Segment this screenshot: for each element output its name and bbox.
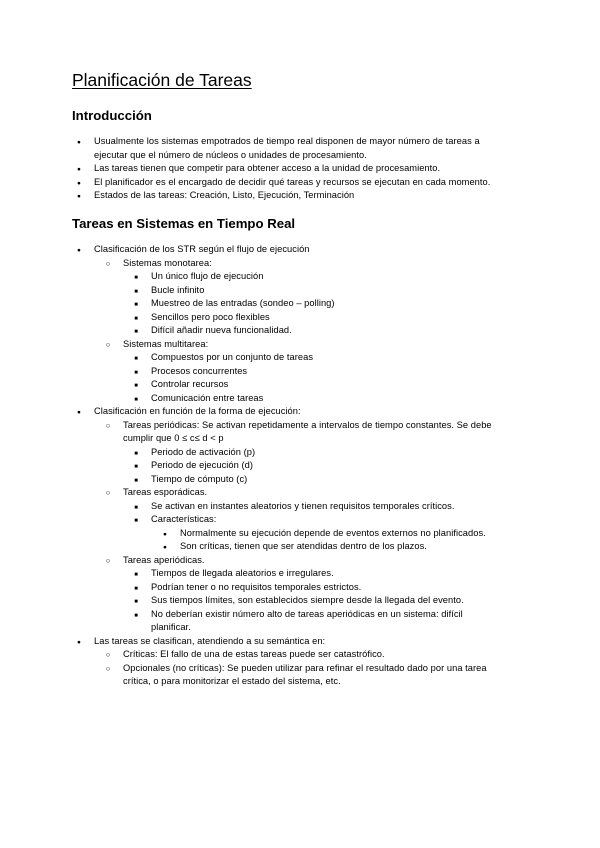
page-title: Planificación de Tareas <box>72 70 252 90</box>
list-item: Son críticas, tienen que ser atendidas dentro de los plazos. <box>180 541 427 551</box>
bullet-disc <box>74 189 84 202</box>
bullet-disc <box>74 635 84 648</box>
bullet-square <box>131 473 141 486</box>
list-item-continuation: ejecutar que el número de núcleos o unidades de procesamiento. <box>94 149 367 160</box>
list-item: Comunicación entre tareas <box>151 392 264 403</box>
list-item: Tareas aperiódicas. <box>123 554 205 565</box>
list-item: Las tareas se clasifican, atendiendo a su semántica en: <box>94 635 326 646</box>
bullet-square <box>131 594 141 607</box>
list-item: Tiempo de cómputo (c) <box>151 473 248 484</box>
bullet-circle <box>103 648 113 661</box>
list-item: Sistemas multitarea: <box>123 338 209 349</box>
list-item: Estados de las tareas: Creación, Listo, Ejecución, Terminación <box>94 190 355 200</box>
bullet-square <box>131 324 141 337</box>
bullet-square <box>131 567 141 580</box>
bullet-circle <box>103 662 113 675</box>
bullet-square <box>131 365 141 378</box>
list-item: Sistemas monotarea: <box>123 257 212 268</box>
bullet-square <box>131 513 141 526</box>
bullet-disc <box>160 540 170 553</box>
bullet-disc <box>74 243 84 256</box>
list-item: Procesos concurrentes <box>151 365 248 376</box>
bullet-square <box>131 392 141 405</box>
bullet-square <box>131 351 141 364</box>
list-item: Tiempos de llegada aleatorios e irregulares. <box>151 568 334 578</box>
bullet-circle <box>103 486 113 499</box>
bullet-disc <box>74 405 84 418</box>
list-item: Sencillos pero poco flexibles <box>151 311 270 322</box>
list-item: Un único flujo de ejecución <box>151 271 264 281</box>
bullet-square <box>131 378 141 391</box>
list-item: Las tareas tienen que competir para obtener acceso a la unidad de procesamiento. <box>94 163 441 173</box>
bullet-square <box>131 297 141 310</box>
bullet-disc <box>74 176 84 189</box>
list-item: Controlar recursos <box>151 379 229 389</box>
bullet-square <box>131 446 141 459</box>
section-heading-introduccion: Introducción <box>72 108 152 123</box>
list-item: Usualmente los sistemas empotrados de tiempo real disponen de mayor número de tareas a <box>94 136 480 146</box>
list-item: Bucle infinito <box>151 284 205 295</box>
bullet-square <box>131 459 141 472</box>
section-heading-tareas-str: Tareas en Sistemas en Tiempo Real <box>72 216 296 231</box>
list-item: Podrían tener o no requisitos temporales estrictos. <box>151 581 362 592</box>
bullet-circle <box>103 419 113 432</box>
list-item-continuation: planificar. <box>151 622 191 632</box>
list-item: Normalmente su ejecución depende de eventos externos no planificados. <box>180 527 486 538</box>
bullet-disc <box>160 527 170 540</box>
list-item: Clasificación de los STR según el flujo de ejecución <box>94 244 310 254</box>
list-item: Se activan en instantes aleatorios y tienen requisitos temporales críticos. <box>151 500 455 511</box>
list-item: Tareas esporádicas. <box>123 487 208 497</box>
bullet-square <box>131 311 141 324</box>
list-item: Periodo de ejecución (d) <box>151 460 253 470</box>
bullet-square <box>131 284 141 297</box>
bullet-disc <box>74 135 84 148</box>
list-item: Periodo de activación (p) <box>151 446 256 457</box>
list-item: No deberían existir número alto de tareas aperiódicas en un sistema: difícil <box>151 608 463 619</box>
bullet-square <box>131 581 141 594</box>
list-item: Opcionales (no críticas): Se pueden utilizar para refinar el resultado dado por una tarea <box>123 662 487 673</box>
list-item: Compuestos por un conjunto de tareas <box>151 352 314 362</box>
list-item-continuation: crítica, o para monitorizar el estado del sistema, etc. <box>123 676 341 686</box>
bullet-square <box>131 608 141 621</box>
list-item: Sus tiempos límites, son establecidos siempre desde la llegada del evento. <box>151 595 464 605</box>
bullet-circle <box>103 554 113 567</box>
list-item: Clasificación en función de la forma de ejecución: <box>94 406 301 416</box>
list-item-continuation: cumplir que 0 ≤ c≤ d < p <box>123 433 224 443</box>
list-item: El planificador es el encargado de decidir qué tareas y recursos se ejecutan en cada momento. <box>94 176 491 187</box>
bullet-square <box>131 500 141 513</box>
bullet-disc <box>74 162 84 175</box>
list-item: Tareas periódicas: Se activan repetidamente a intervalos de tiempo constantes. Se debe <box>123 419 492 430</box>
list-item: Características: <box>151 514 217 524</box>
bullet-circle <box>103 338 113 351</box>
list-item: Muestreo de las entradas (sondeo – polling) <box>151 298 335 308</box>
list-item: Críticas: El fallo de una de estas tareas puede ser catastrófico. <box>123 649 385 659</box>
bullet-square <box>131 270 141 283</box>
bullet-circle <box>103 257 113 270</box>
list-item: Difícil añadir nueva funcionalidad. <box>151 325 292 335</box>
